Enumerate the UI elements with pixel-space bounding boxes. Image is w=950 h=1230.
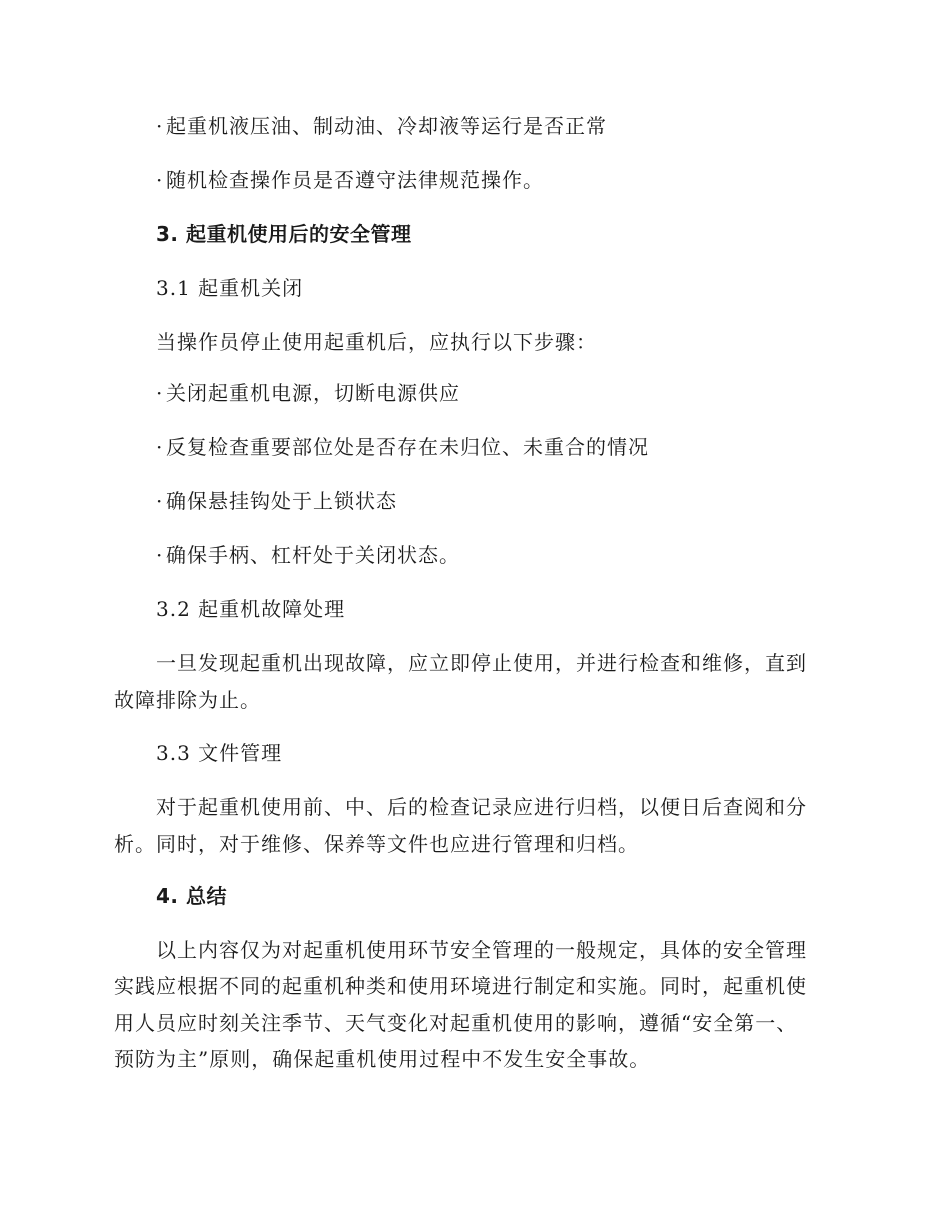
paragraph-line: 预防为主”原则，确保起重机使用过程中不发生安全事故。 — [114, 1047, 651, 1071]
section-heading: 4. 总结 — [156, 884, 227, 908]
list-item-text: 随机检查操作员是否遵守法律规范操作。 — [166, 168, 544, 192]
list-item-text: 确保悬挂钩处于上锁状态 — [166, 489, 397, 513]
list-item — [156, 166, 544, 194]
list-item-text: 反复检查重要部位处是否存在未归位、未重合的情况 — [166, 435, 649, 459]
subsection-title: 3.3 文件管理 — [156, 741, 283, 765]
list-item-text: 起重机液压油、制动油、冷却液等运行是否正常 — [166, 114, 607, 138]
list-item — [156, 541, 460, 569]
paragraph-line: 故障排除为止。 — [114, 688, 261, 712]
paragraph-line: 一旦发现起重机出现故障，应立即停止使用，并进行检查和维修，直到 — [156, 651, 807, 675]
paragraph-line: 实践应根据不同的起重机种类和使用环境进行制定和实施。同时，起重机使 — [114, 974, 807, 998]
subsection-title: 3.2 起重机故障处理 — [156, 597, 346, 621]
bullet-icon: · — [156, 435, 164, 459]
bullet-icon: · — [156, 489, 164, 513]
paragraph: 当操作员停止使用起重机后，应执行以下步骤： — [156, 330, 597, 354]
list-item — [156, 379, 460, 407]
section-heading: 3. 起重机使用后的安全管理 — [156, 222, 412, 246]
paragraph-line: 用人员应时刻关注季节、天气变化对起重机使用的影响，遵循“安全第一、 — [114, 1011, 798, 1035]
bullet-icon: · — [156, 114, 164, 138]
list-item — [156, 433, 649, 461]
paragraph-line: 对于起重机使用前、中、后的检查记录应进行归档，以便日后查阅和分 — [156, 795, 807, 819]
list-item — [156, 487, 397, 515]
paragraph-line: 析。同时，对于维修、保养等文件也应进行管理和归档。 — [114, 832, 639, 856]
bullet-icon: · — [156, 543, 164, 567]
subsection-title: 3.1 起重机关闭 — [156, 276, 304, 300]
bullet-icon: · — [156, 168, 164, 192]
list-item-text: 确保手柄、杠杆处于关闭状态。 — [166, 543, 460, 567]
bullet-icon: · — [156, 381, 164, 405]
list-item-text: 关闭起重机电源，切断电源供应 — [166, 381, 460, 405]
list-item — [156, 112, 607, 140]
paragraph-line: 以上内容仅为对起重机使用环节安全管理的一般规定，具体的安全管理 — [156, 938, 807, 962]
